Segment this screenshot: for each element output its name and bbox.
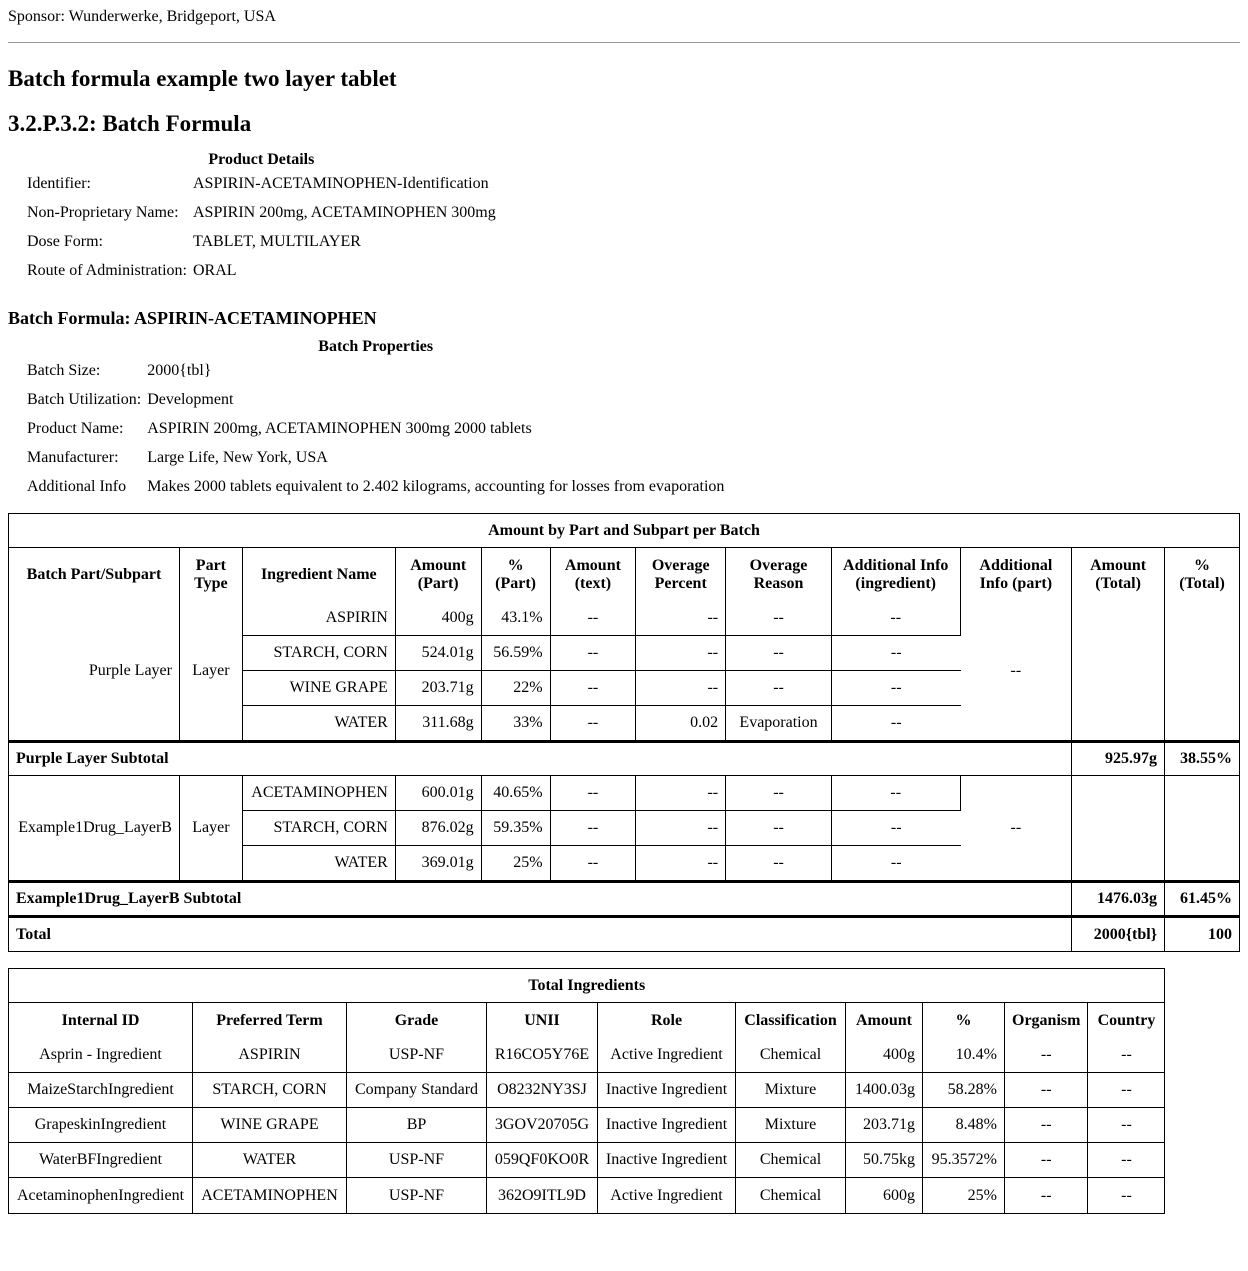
preferred-term-cell: ASPIRIN — [193, 1038, 347, 1073]
subtotal-pct: 61.45% — [1165, 881, 1239, 916]
document-title: Batch formula example two layer tablet — [8, 66, 397, 91]
amount-part-cell: 524.01g — [396, 636, 482, 671]
batch-property-label: Batch Utilization: — [27, 390, 142, 408]
organism-cell: -- — [1005, 1073, 1088, 1108]
overage-reason-cell: -- — [726, 811, 832, 846]
pct-cell: 25% — [923, 1178, 1005, 1213]
pct-cell: 10.4% — [923, 1038, 1005, 1073]
unii-cell: 059QF0KO0R — [487, 1143, 598, 1178]
ingredient-name-cell: WINE GRAPE — [243, 671, 396, 706]
batch-properties-caption: Batch Properties — [318, 338, 434, 355]
amount-total-cell — [1072, 776, 1165, 881]
amount-cell: 400g — [846, 1038, 923, 1073]
preferred-term-cell: ACETAMINOPHEN — [193, 1178, 347, 1213]
info-ingredient-cell: -- — [832, 811, 961, 846]
subtotal-pct: 38.55% — [1165, 741, 1239, 776]
ingredients-col-header: UNII — [487, 1003, 598, 1038]
total-ingredients-table — [8, 968, 1165, 1214]
amount-cell: 1400.03g — [846, 1073, 923, 1108]
grade-cell: USP-NF — [347, 1038, 487, 1073]
product-detail-value: ASPIRIN-ACETAMINOPHEN-Identification — [193, 174, 489, 192]
part-name-cell: Purple Layer — [9, 601, 180, 741]
preferred-term-cell: WINE GRAPE — [193, 1108, 347, 1143]
col-overage-percent: Overage Percent — [636, 548, 726, 601]
overage-percent-cell: -- — [636, 846, 726, 881]
amount-text-cell: -- — [551, 636, 637, 671]
ingredient-name-cell: ACETAMINOPHEN — [243, 776, 396, 811]
internal-id-cell: MaizeStarchIngredient — [9, 1073, 193, 1108]
product-details-table — [24, 151, 499, 285]
total-label: Total — [9, 916, 1072, 951]
pct-part-cell: 43.1% — [482, 601, 551, 636]
organism-cell: -- — [1005, 1038, 1088, 1073]
unii-cell: O8232NY3SJ — [487, 1073, 598, 1108]
product-detail-label: Non-Proprietary Name: — [27, 203, 179, 221]
batch-property-label: Additional Info — [27, 477, 127, 495]
ingredients-col-header: Role — [598, 1003, 736, 1038]
amount-text-cell: -- — [551, 846, 637, 881]
batch-property-label: Product Name: — [27, 419, 124, 437]
subtotal-amount: 925.97g — [1072, 741, 1165, 776]
grade-cell: Company Standard — [347, 1073, 487, 1108]
role-cell: Inactive Ingredient — [598, 1073, 736, 1108]
section-heading: 3.2.P.3.2: Batch Formula — [8, 111, 252, 136]
info-ingredient-cell: -- — [832, 601, 961, 636]
classification-cell: Chemical — [736, 1038, 846, 1073]
unii-cell: R16CO5Y76E — [487, 1038, 598, 1073]
overage-percent-cell: -- — [636, 601, 726, 636]
amount-part-cell: 369.01g — [396, 846, 482, 881]
product-detail-row — [24, 169, 499, 198]
col-ingredient-name: Ingredient Name — [243, 548, 396, 601]
amount-text-cell: -- — [551, 776, 637, 811]
pct-part-cell: 25% — [482, 846, 551, 881]
classification-cell: Mixture — [736, 1073, 846, 1108]
overage-reason-cell: -- — [726, 846, 832, 881]
amount-text-cell: -- — [551, 601, 637, 636]
preferred-term-cell: STARCH, CORN — [193, 1073, 347, 1108]
amount-table-caption: Amount by Part and Subpart per Batch — [9, 514, 1239, 548]
overage-reason-cell: -- — [726, 671, 832, 706]
amount-part-cell: 876.02g — [396, 811, 482, 846]
batch-property-row — [24, 414, 727, 443]
divider — [8, 42, 1240, 43]
amount-text-cell: -- — [551, 811, 637, 846]
ingredient-name-cell: STARCH, CORN — [243, 636, 396, 671]
col-batch-part: Batch Part/Subpart — [9, 548, 180, 601]
ingredient-summary-row — [9, 1178, 1164, 1213]
pct-part-cell: 33% — [482, 706, 551, 741]
info-part-cell: -- — [961, 601, 1073, 741]
overage-reason-cell: -- — [726, 601, 832, 636]
pct-part-cell: 59.35% — [482, 811, 551, 846]
amount-cell: 203.71g — [846, 1108, 923, 1143]
overage-percent-cell: -- — [636, 776, 726, 811]
col-pct-total: % (Total) — [1179, 556, 1225, 592]
col-info-part: Additional Info (part) — [961, 548, 1073, 601]
batch-property-label: Manufacturer: — [27, 448, 119, 466]
ingredients-col-header: Amount — [846, 1003, 923, 1038]
preferred-term-cell: WATER — [193, 1143, 347, 1178]
ingredients-col-header: Classification — [736, 1003, 846, 1038]
ingredient-summary-row — [9, 1073, 1164, 1108]
subtotal-label: Purple Layer Subtotal — [9, 741, 1072, 776]
product-detail-row — [24, 227, 499, 256]
amount-part-cell: 400g — [396, 601, 482, 636]
pct-cell: 58.28% — [923, 1073, 1005, 1108]
amount-total-cell — [1072, 601, 1165, 741]
role-cell: Inactive Ingredient — [598, 1143, 736, 1178]
total-amount: 2000{tbl} — [1072, 916, 1165, 951]
ingredients-col-header: Grade — [347, 1003, 487, 1038]
role-cell: Inactive Ingredient — [598, 1108, 736, 1143]
ingredients-col-header: % — [923, 1003, 1005, 1038]
product-details-caption: Product Details — [208, 151, 315, 168]
ingredients-table-caption: Total Ingredients — [9, 969, 1164, 1003]
ingredient-name-cell: STARCH, CORN — [243, 811, 396, 846]
role-cell: Active Ingredient — [598, 1178, 736, 1213]
batch-property-value: Makes 2000 tablets equivalent to 2.402 kilograms, accounting for losses from evaporation — [147, 477, 725, 495]
pct-part-cell: 56.59% — [482, 636, 551, 671]
batch-property-row — [24, 356, 727, 385]
organism-cell: -- — [1005, 1143, 1088, 1178]
subtotal-row — [9, 741, 1239, 776]
organism-cell: -- — [1005, 1178, 1088, 1213]
grade-cell: USP-NF — [347, 1143, 487, 1178]
overage-reason-cell: -- — [726, 636, 832, 671]
product-detail-row — [24, 256, 499, 285]
part-name-cell: Example1Drug_LayerB — [9, 776, 180, 881]
col-amount-part: Amount (Part) — [396, 548, 482, 601]
pct-cell: 8.48% — [923, 1108, 1005, 1143]
internal-id-cell: GrapeskinIngredient — [9, 1108, 193, 1143]
col-info-ingredient: Additional Info (ingredient) — [832, 548, 961, 601]
product-detail-label: Route of Administration: — [27, 261, 187, 279]
info-ingredient-cell: -- — [832, 706, 961, 741]
subtotal-label: Example1Drug_LayerB Subtotal — [9, 881, 1072, 916]
grade-cell: USP-NF — [347, 1178, 487, 1213]
total-row — [9, 916, 1239, 951]
info-ingredient-cell: -- — [832, 776, 961, 811]
product-detail-label: Identifier: — [27, 174, 91, 192]
product-detail-value: ORAL — [193, 261, 237, 279]
grade-cell: BP — [347, 1108, 487, 1143]
country-cell: -- — [1088, 1073, 1164, 1108]
total-pct: 100 — [1165, 916, 1239, 951]
subtotal-row — [9, 881, 1239, 916]
classification-cell: Chemical — [736, 1178, 846, 1213]
pct-part-cell: 22% — [482, 671, 551, 706]
batch-property-value: Development — [147, 390, 234, 408]
ingredient-name-cell: ASPIRIN — [243, 601, 396, 636]
ingredient-name-cell: WATER — [243, 846, 396, 881]
pct-total-cell — [1165, 601, 1239, 741]
pct-cell: 95.3572% — [923, 1143, 1005, 1178]
col-amount-total: Amount (Total) — [1072, 548, 1165, 601]
organism-cell: -- — [1005, 1108, 1088, 1143]
ingredient-summary-row — [9, 1143, 1164, 1178]
ingredients-col-header: Preferred Term — [193, 1003, 347, 1038]
part-type-cell: Layer — [180, 776, 243, 881]
ingredients-col-header: Country — [1097, 1011, 1156, 1029]
classification-cell: Mixture — [736, 1108, 846, 1143]
ingredient-name-cell: WATER — [243, 706, 396, 741]
overage-reason-cell: Evaporation — [726, 706, 832, 741]
internal-id-cell: Asprin - Ingredient — [9, 1038, 193, 1073]
overage-percent-cell: -- — [636, 636, 726, 671]
amount-text-cell: -- — [551, 706, 637, 741]
col-amount-text: Amount (text) — [551, 548, 637, 601]
ingredient-summary-row — [9, 1108, 1164, 1143]
overage-percent-cell: -- — [636, 671, 726, 706]
batch-property-row — [24, 472, 727, 501]
subtotal-amount: 1476.03g — [1072, 881, 1165, 916]
internal-id-cell: AcetaminophenIngredient — [9, 1178, 193, 1213]
sponsor-line: Sponsor: Wunderwerke, Bridgeport, USA — [8, 8, 276, 25]
ingredients-col-header: Internal ID — [9, 1003, 193, 1038]
batch-property-label: Batch Size: — [27, 361, 101, 379]
ingredients-col-header: Organism — [1005, 1003, 1088, 1038]
amount-part-cell: 600.01g — [396, 776, 482, 811]
classification-cell: Chemical — [736, 1143, 846, 1178]
info-ingredient-cell: -- — [832, 636, 961, 671]
batch-property-value: 2000{tbl} — [147, 361, 212, 379]
batch-properties-table — [24, 338, 727, 501]
col-pct-part: % (Part) — [482, 548, 551, 601]
amount-cell: 600g — [846, 1178, 923, 1213]
part-type-cell: Layer — [180, 601, 243, 741]
internal-id-cell: WaterBFIngredient — [9, 1143, 193, 1178]
amount-part-cell: 311.68g — [396, 706, 482, 741]
role-cell: Active Ingredient — [598, 1038, 736, 1073]
info-ingredient-cell: -- — [832, 671, 961, 706]
batch-property-row — [24, 385, 727, 414]
col-part-type: Part Type — [180, 548, 243, 601]
product-detail-row — [24, 198, 499, 227]
info-part-cell: -- — [961, 776, 1073, 881]
pct-total-cell — [1165, 776, 1239, 881]
overage-percent-cell: 0.02 — [636, 706, 726, 741]
batch-formula-heading: Batch Formula: ASPIRIN-ACETAMINOPHEN — [8, 308, 377, 328]
ingredient-row — [9, 601, 1239, 636]
ingredient-summary-row — [9, 1038, 1164, 1073]
country-cell: -- — [1121, 1186, 1132, 1204]
batch-property-value: Large Life, New York, USA — [147, 448, 328, 466]
ingredient-row — [9, 776, 1239, 811]
overage-percent-cell: -- — [636, 811, 726, 846]
col-overage-reason: Overage Reason — [726, 548, 832, 601]
product-detail-label: Dose Form: — [27, 232, 103, 250]
amount-part-cell: 203.71g — [396, 671, 482, 706]
batch-property-value: ASPIRIN 200mg, ACETAMINOPHEN 300mg 2000 tablets — [147, 419, 532, 437]
amount-text-cell: -- — [551, 671, 637, 706]
amount-by-part-table — [8, 513, 1240, 952]
country-cell: -- — [1088, 1108, 1164, 1143]
unii-cell: 3GOV20705G — [487, 1108, 598, 1143]
overage-reason-cell: -- — [726, 776, 832, 811]
unii-cell: 362O9ITL9D — [487, 1178, 598, 1213]
country-cell: -- — [1088, 1038, 1164, 1073]
amount-cell: 50.75kg — [846, 1143, 923, 1178]
info-ingredient-cell: -- — [832, 846, 961, 881]
country-cell: -- — [1088, 1143, 1164, 1178]
pct-part-cell: 40.65% — [482, 776, 551, 811]
product-detail-value: TABLET, MULTILAYER — [193, 232, 361, 250]
batch-property-row — [24, 443, 727, 472]
product-detail-value: ASPIRIN 200mg, ACETAMINOPHEN 300mg — [193, 203, 496, 221]
